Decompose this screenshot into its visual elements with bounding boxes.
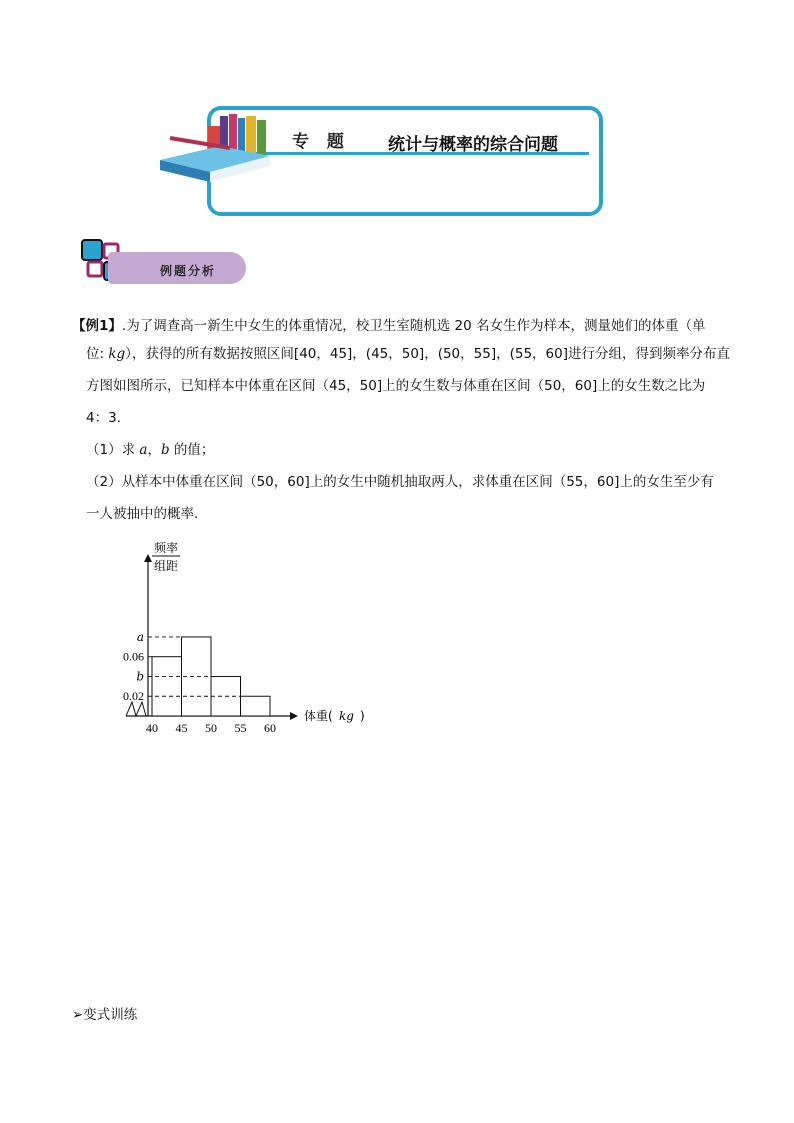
y-label-bottom: 组距 [154, 559, 179, 573]
x-axis-unit: kg [339, 709, 354, 723]
question-2-line-1: （2）从样本中体重在区间（50，60]上的女生中随机抽取两人，求体重在区间（55，60]上的女生至少有 [86, 474, 714, 490]
y-tick-label: a [136, 629, 144, 644]
x-tick-label: 40 [146, 721, 158, 735]
example-line-4: 4：3． [86, 410, 131, 426]
frequency-histogram [110, 538, 370, 738]
topic-label: 专 题 [292, 132, 350, 152]
x-axis-label: 体重( [304, 709, 333, 723]
var-a: a [139, 442, 148, 458]
histogram-bar [152, 657, 182, 716]
q1-sep: ， [147, 442, 161, 458]
x-axis-arrow [290, 712, 298, 720]
variant-training-label: ➢变式训练 [72, 1007, 138, 1023]
example-line-2 [86, 344, 730, 364]
example-text-1: .为了调查高一新生中女生的体重情况，校卫生室随机选 20 名女生作为样本，测量她们的体重（单 [121, 318, 706, 334]
example-line-3: 方图如图所示，已知样本中体重在区间（45，50]上的女生数与体重在区间（50，60]上的女生数之比为 [86, 378, 706, 394]
section-label: 例题分析 [160, 264, 217, 278]
q1-text-b: 的值； [169, 442, 215, 458]
q1-text-a: （1）求 [86, 442, 140, 458]
axis-break [126, 702, 146, 716]
x-tick-label: 55 [234, 721, 247, 735]
example-tag: 【例1】 [72, 318, 122, 334]
example-line-1 [72, 316, 705, 336]
unit-kg: kg [108, 346, 126, 362]
y-axis-arrow [144, 554, 152, 562]
var-b: b [160, 442, 170, 458]
histogram-bar [241, 696, 271, 716]
question-2-line-2: 一人被抽中的概率． [86, 506, 208, 522]
x-tick-label: 50 [205, 721, 217, 735]
example-text-2b: ），获得的所有数据按照区间[40，45]，(45，50]，(50，55]，(55，60]进行分组，得到频率分布直 [125, 346, 730, 362]
y-tick-label: 0.06 [123, 649, 144, 664]
y-label-top: 频率 [154, 541, 179, 555]
x-axis-label-close: ) [360, 709, 365, 723]
x-tick-label: 60 [264, 721, 276, 735]
book-stack-icon [150, 108, 280, 188]
x-tick-label: 45 [175, 721, 188, 735]
page-title: 统计与概率的综合问题 [388, 135, 558, 155]
question-1 [86, 440, 214, 460]
y-tick-label: 0.02 [123, 689, 144, 704]
y-tick-label: b [136, 669, 144, 684]
example-text-2a: 位: [86, 346, 109, 362]
